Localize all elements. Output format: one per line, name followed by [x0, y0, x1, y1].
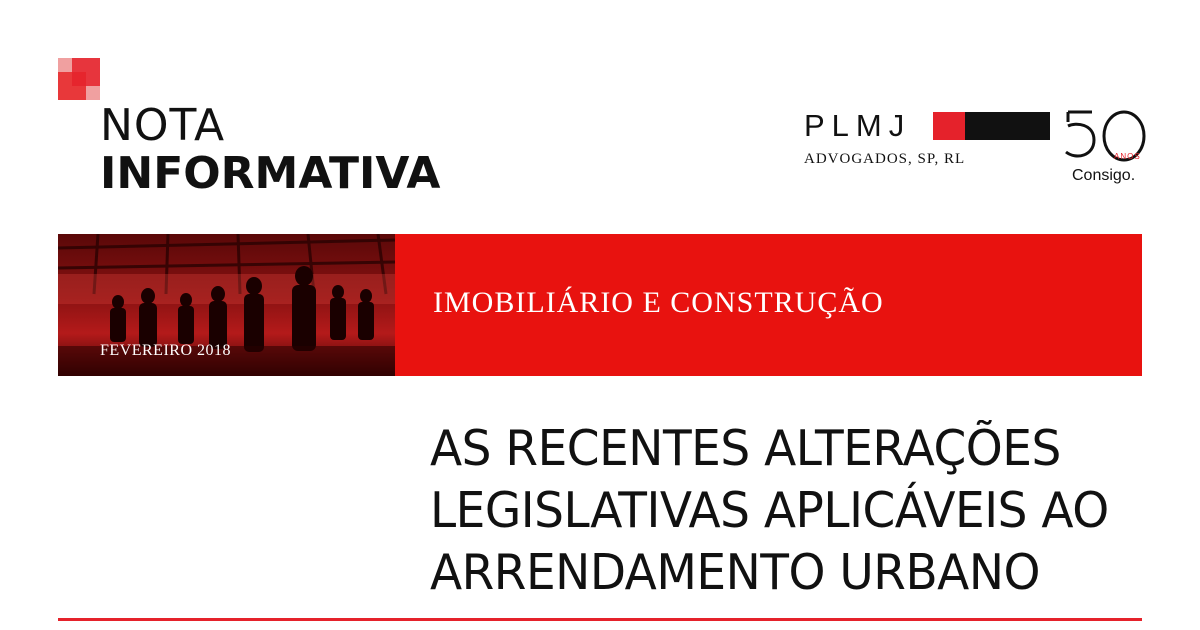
issue-date: FEVEREIRO 2018	[100, 342, 231, 359]
banner-photo-crowd	[58, 234, 395, 376]
logo-color-bar	[933, 112, 1050, 140]
practice-area-title: IMOBILIÁRIO E CONSTRUÇÃO	[433, 286, 884, 319]
headline-line: AS RECENTES ALTERAÇÕES	[430, 420, 1061, 478]
logo-subtitle: ADVOGADOS, SP, RL	[804, 151, 966, 167]
banner-red-panel	[395, 234, 1142, 376]
logo-tagline: Consigo.	[1072, 167, 1136, 184]
publication-title-line1: NOTA	[100, 100, 226, 151]
logo-bar-red	[933, 112, 965, 140]
publication-title-line2: INFORMATIVA	[100, 148, 441, 199]
corner-square-mark	[58, 58, 100, 100]
headline-line: LEGISLATIVAS APLICÁVEIS AO	[430, 482, 1109, 540]
anniversary-label: ANOS	[1114, 152, 1141, 161]
plmj-logo	[800, 104, 1150, 194]
publication-title	[100, 100, 441, 199]
section-banner	[58, 234, 1142, 376]
svg-text:50: 50	[1106, 144, 1108, 145]
headline-line: ARRENDAMENTO URBANO	[430, 544, 1040, 602]
logo-bar-black	[965, 112, 1050, 140]
bottom-divider	[58, 618, 1142, 621]
corner-square-dark	[72, 58, 100, 86]
logo-wordmark: PLMJ	[804, 108, 912, 143]
anniversary-badge	[1062, 104, 1150, 194]
article-headline	[430, 418, 1150, 604]
